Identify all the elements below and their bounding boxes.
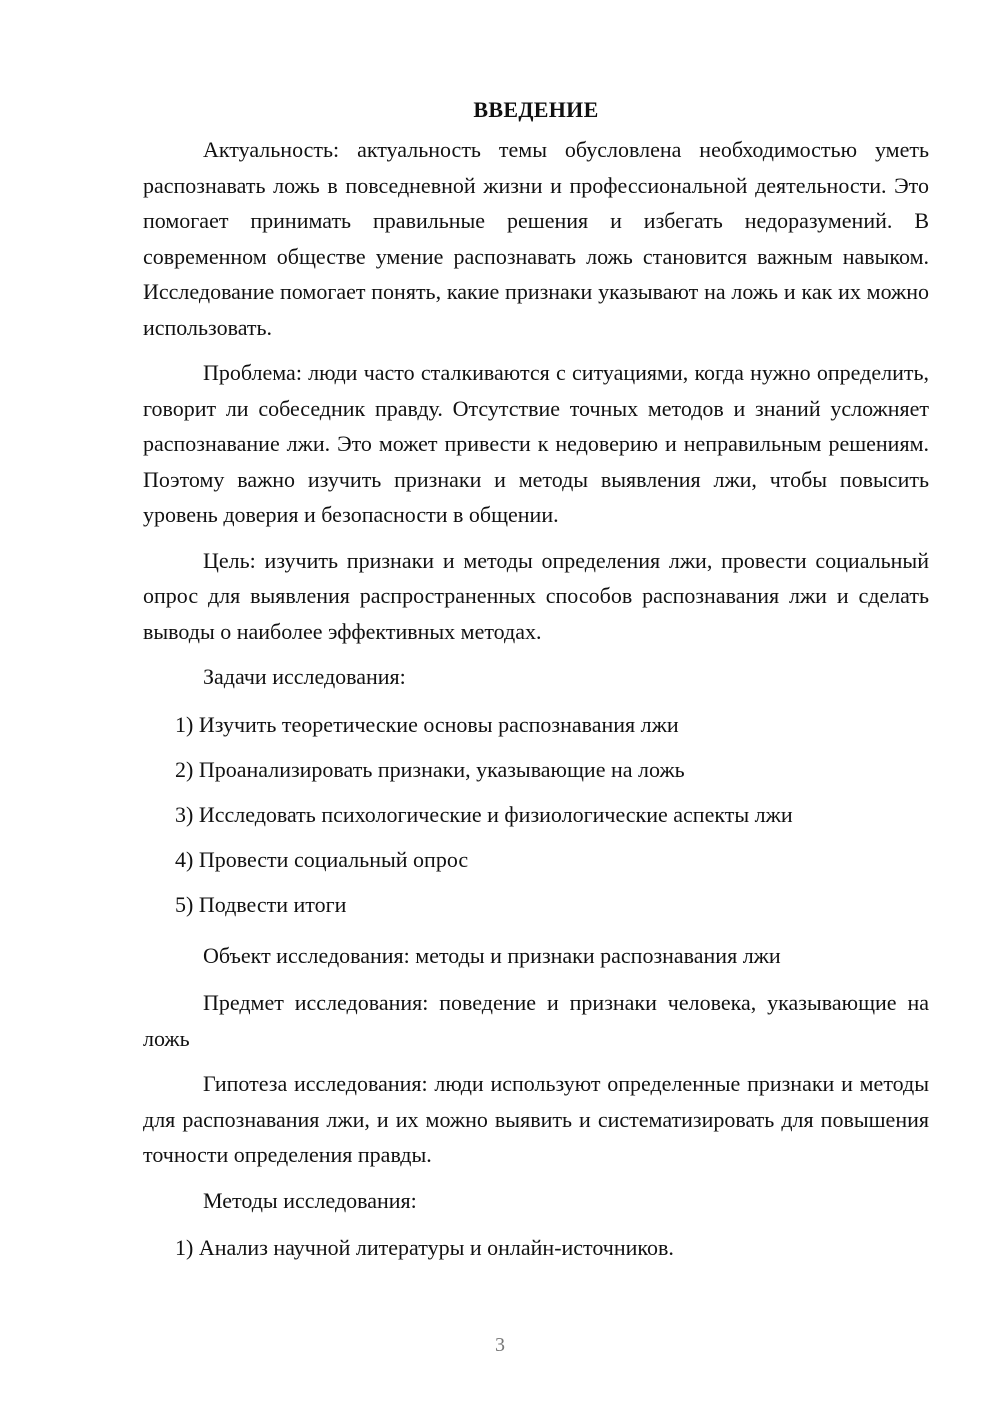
task-item: 2) Проанализировать признаки, указывающие на ложь [175,756,685,782]
page-content [143,92,929,1275]
hypothesis-paragraph: Гипотеза исследования: люди используют определенные признаки и методы для распознавания лжи, и их можно выявить и систематизировать для повышения точности определения правды. [143,1071,929,1167]
methods-list [143,1230,929,1265]
object-paragraph: Объект исследования: методы и признаки распознавания лжи [203,942,781,968]
problem-paragraph: Проблема: люди часто сталкиваются с ситуациями, когда нужно определить, говорит ли собеседник правду. Отсутствие точных методов и знаний усложняет распознавание лжи. Это может привести к недоверию и неправильным решениям. Поэтому важно изучить признаки и методы выявления лжи, чтобы повысить уровень доверия и безопасности в общении. [143,360,929,527]
method-item: 1) Анализ научной литературы и онлайн-источников. [175,1235,674,1260]
page-number: 3 [495,1334,505,1356]
goal-paragraph: Цель: изучить признаки и методы определения лжи, провести социальный опрос для выявления распространенных способов распознавания лжи и сделать выводы о наиболее эффективных методах. [143,547,929,644]
task-item: 1) Изучить теоретические основы распознавания лжи [175,711,679,737]
methods-heading: Методы исследования: [203,1187,417,1213]
section-title: ВВЕДЕНИЕ [473,97,599,122]
tasks-list [143,707,929,922]
tasks-heading: Задачи исследования: [203,664,406,689]
task-item: 4) Провести социальный опрос [175,846,469,872]
task-item: 5) Подвести итоги [175,891,347,917]
subject-paragraph: Предмет исследования: поведение и признаки человека, указывающие на ложь [143,990,929,1051]
relevance-paragraph: Актуальность: актуальность темы обусловлена необходимостью уметь распознавать ложь в повседневной жизни и профессиональной деятельности. Это помогает принимать правильные решения и избегать недоразумений. В современном обществе умение распознавать ложь становится важным навыком. Исследование помогает понять, какие признаки указывают на ложь и как их можно использовать. [143,137,929,340]
task-item: 3) Исследовать психологические и физиологические аспекты лжи [175,801,793,827]
